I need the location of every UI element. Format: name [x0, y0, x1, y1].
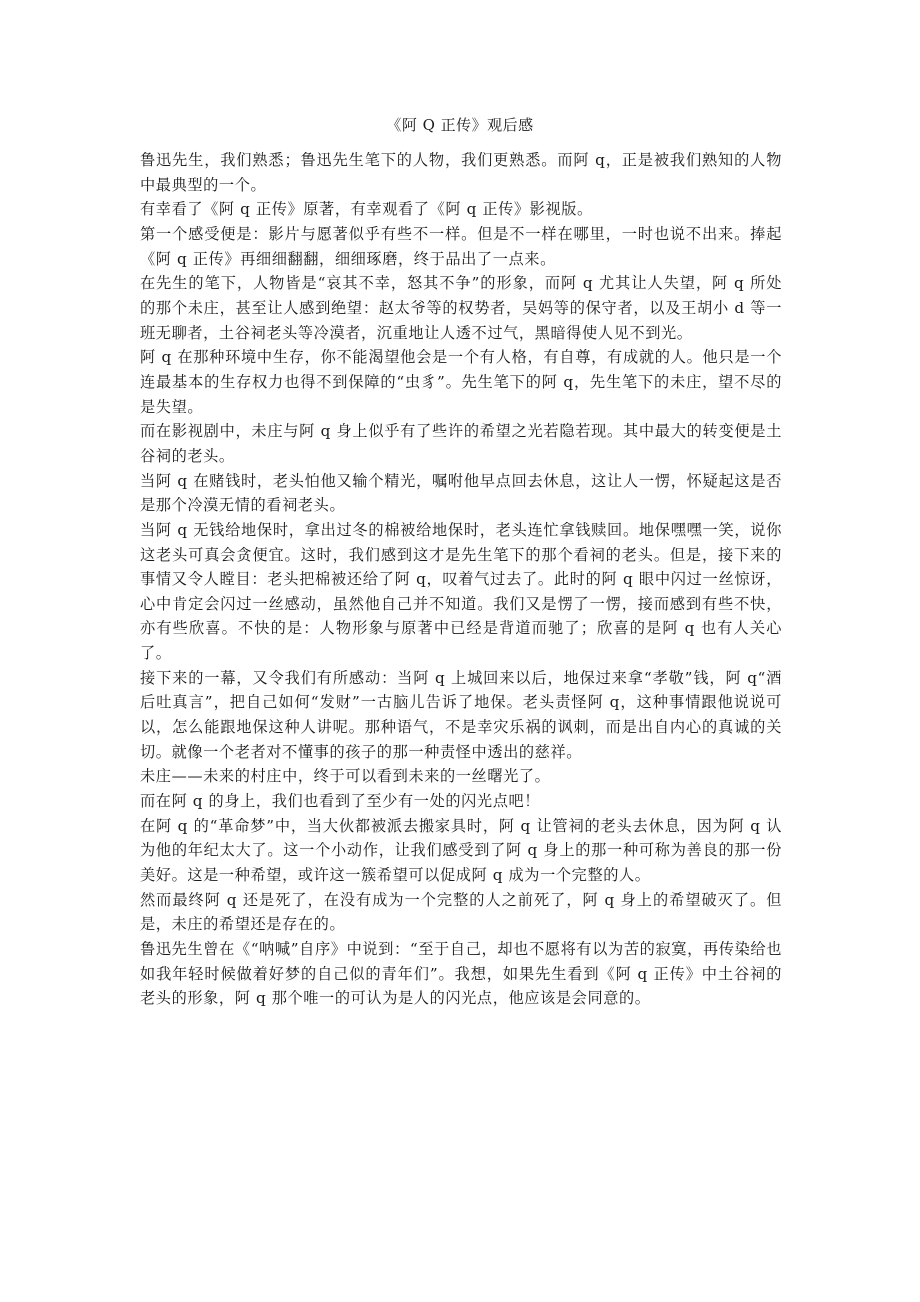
paragraph: 第一个感受便是：影片与愿著似乎有些不一样。但是不一样在哪里，一时也说不出来。捧起《阿 q 正传》再细细翻翻，细细琢磨，终于品出了一点来。: [140, 224, 782, 268]
document-title: 《阿 Q 正传》观后感: [386, 116, 534, 134]
document-body: [140, 148, 782, 1011]
paragraph: 当阿 q 无钱给地保时，拿出过冬的棉被给地保时，老头连忙拿钱赎回。地保嘿嘿一笑，说你这老头可真会贪便宜。这时，我们感到这才是先生笔下的那个看祠的老头。但是，接下来的事情又令人瞠目：老头把棉被还给了阿 q，叹着气过去了。此时的阿 q 眼中闪过一丝惊讶，心中肯定会闪过一丝感动，虽然他自己并不知道。我们又是愣了一愣，接而感到有些不快，亦有些欣喜。不快的是：人物形象与原著中已经是背道而驰了；欣喜的是阿 q 也有人关心了。: [140, 520, 782, 663]
paragraph: 当阿 q 在赌钱时，老头怕他又输个精光，嘱咐他早点回去休息，这让人一愣，怀疑起这是否是那个冷漠无情的看祠老头。: [140, 471, 782, 515]
paragraph: 然而最终阿 q 还是死了，在没有成为一个完整的人之前死了，阿 q 身上的希望破灭了。但是，未庄的希望还是存在的。: [140, 890, 782, 934]
paragraph: 而在阿 q 的身上，我们也看到了至少有一处的闪光点吧！: [140, 792, 541, 811]
paragraph: 在阿 q 的“革命梦”中，当大伙都被派去搬家具时，阿 q 让管祠的老头去休息，因为阿 q 认为他的年纪太大了。这一个小动作，让我们感受到了阿 q 身上的那一种可称为善良的那一份美好。这是一种希望，或许这一簇希望可以促成阿 q 成为一个完整的人。: [140, 816, 782, 885]
paragraph: 接下来的一幕，又令我们有所感动：当阿 q 上城回来以后，地保过来拿“孝敬”钱，阿 q“酒后吐真言”，把自己如何“发财”一古脑儿告诉了地保。老头责怪阿 q，这种事情跟他说说可以，怎么能跟地保这种人讲呢。那种语气，不是幸灾乐祸的讽刺，而是出自内心的真诚的关切。就像一个老者对不懂事的孩子的那一种责怪中透出的慈祥。: [140, 668, 782, 761]
paragraph: 有幸看了《阿 q 正传》原著，有幸观看了《阿 q 正传》影视版。: [140, 200, 593, 219]
paragraph: 在先生的笔下，人物皆是“哀其不幸，怒其不争”的形象，而阿 q 尤其让人失望，阿 q 所处的那个未庄，甚至让人感到绝望：赵太爷等的权势者，吴妈等的保守者，以及王胡小 d 等一班无聊者，土谷祠老头等冷漠者，沉重地让人透不过气，黑暗得使人见不到光。: [140, 274, 782, 342]
paragraph: 鲁迅先生曾在《“呐喊”自序》中说到：“至于自己，却也不愿将有以为苦的寂寞，再传染给也如我年轻时候做着好梦的自己似的青年们”。我想，如果先生看到《阿 q 正传》中土谷祠的老头的形象，阿 q 那个唯一的可认为是人的闪光点，他应该是会同意的。: [140, 940, 782, 1008]
paragraph: 未庄——未来的村庄中，终于可以看到未来的一丝曙光了。: [140, 767, 551, 786]
paragraph: 阿 q 在那种环境中生存，你不能渴望他会是一个有人格，有自尊，有成就的人。他只是一个连最基本的生存权力也得不到保障的“虫豸”。先生笔下的阿 q，先生笔下的未庄，望不尽的是失望。: [140, 348, 782, 416]
paragraph: 而在影视剧中，未庄与阿 q 身上似乎有了些许的希望之光若隐若现。其中最大的转变便是土谷祠的老头。: [140, 422, 782, 465]
paragraph: 鲁迅先生，我们熟悉；鲁迅先生笔下的人物，我们更熟悉。而阿 q，正是被我们熟知的人物中最典型的一个。: [140, 151, 782, 194]
